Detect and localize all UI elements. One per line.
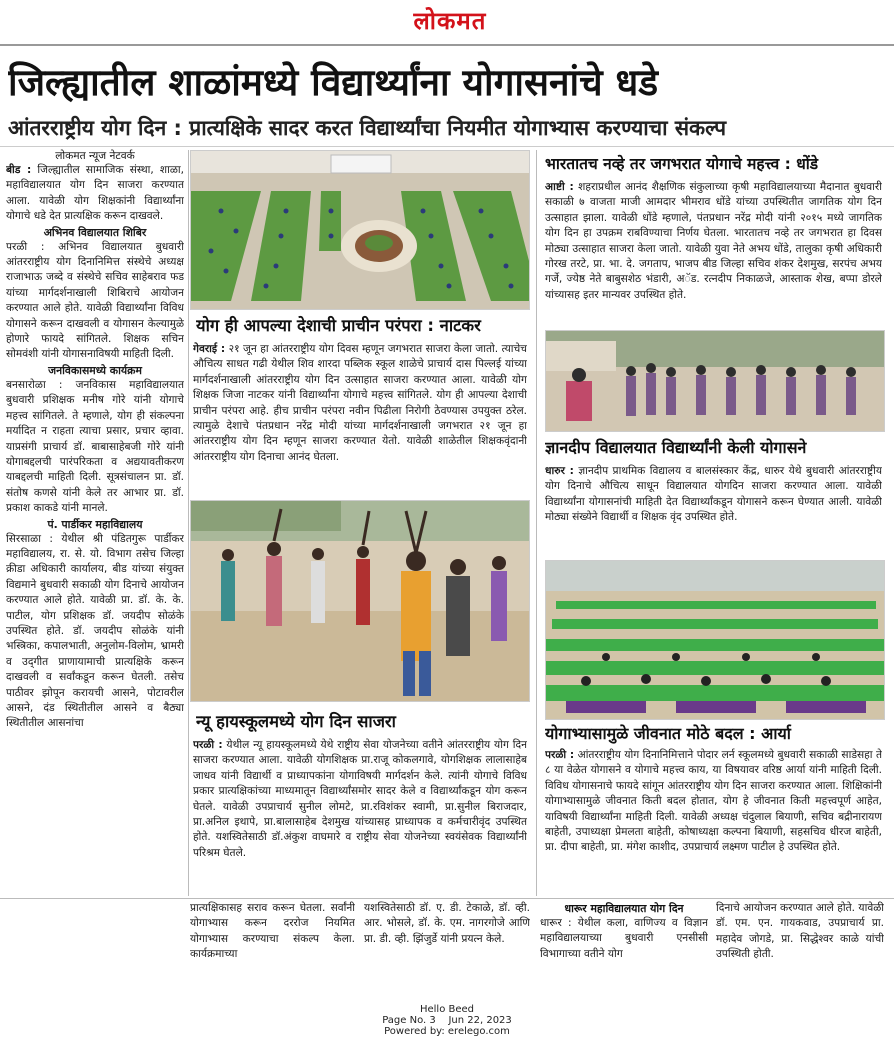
footer-edition: Hello Beed (419, 1004, 475, 1015)
section-text-abhinav: परळी : अभिनव विद्यालयात बुधवारी आंतरराष्ट्रीय योग दिनानिमित्त संस्थेचे अध्यक्ष राजाभाऊ जब्दे व संस्थेचे सचिव साहेबराव फड यांच्या मार्गदर्शनाखाली शिबिराचे आयोजन करण्यात आले होते. यावेळी विद्यार्थ्यांना विविध योगासने करून दाखवली व योगासन केल्यामुळे होणारे फायदे सांगितले. शिक्षक सचिन सोमवंशी यांनी योगासनाविषयी माहिती दिली. (6, 240, 184, 361)
story-body-new-highschool (193, 738, 527, 892)
intro-text: जिल्ह्यातील सामाजिक संस्था, शाळा, महाविद्यालयात योग दिन साजरा करण्यात आला. यावेळी योग शिक्षकांनी विद्यार्थ्यांना योगाचे धडे देत प्रात्यक्षिक करून दाखवले. (6, 164, 184, 223)
section-title-janvikas: जनविकासमध्ये कार्यक्रम (48, 363, 142, 377)
continuation-4: दिनाचे आयोजन करण्यात आले होते. यावेळी डॉ. एम. एन. गायकवाड, उपप्राचार्य प्रा. महादेव जोगडे, प्रा. सिद्धेश्वर काळे यांची उपस्थिती होती. (716, 902, 884, 961)
photo-girls-yoga-pose (190, 500, 530, 702)
story-body-dhonde (545, 180, 882, 320)
intro-dateline: बीड : (6, 164, 32, 176)
dateline-parli-1: परळी : (193, 739, 223, 751)
photo-podar-yoga-mats (545, 560, 885, 720)
story-text-dhonde: शहराप्रधील आनंद शैक्षणिक संकुलाच्या कृषी महाविद्यालयाच्या मैदानात बुधवारी सकाळी ७ वाजता माजी आमदार भीमराव धोंडे यांच्या उपस्थितीत जागतिक योग दिन उत्साहात झाला. यावेळी धोंडे म्हणाले, पंतप्रधान नरेंद्र मोदी यांनी २०१५ मध्ये जागतिक योग दिन हा उपक्रम राबविण्याचा निर्णय घेतला. भारतातच नव्हे तर जगभरात हा दिवस मोठ्या उत्साहात साजरा केला जातो. यावेळी युवा नेते अभय धोंडे, तालुका कृषी अधिकारी गोरख तरटे, प्रा. भा. दे. जगताप, भाजप बीड जिल्हा सचिव शंकर देशमुख, सरपंच अभय गर्जे, ज्येष्ठ नेते बाबुसशेठ भंडारी, अॅड. रत्नदीप निकाळजे, आस्ताक शेख, बप्पा डोरले यांच्यासह इतर मान्यवर उपस्थित होते. (545, 181, 882, 301)
byline: लोकमत न्यूज नेटवर्क (55, 150, 135, 162)
left-column (6, 149, 184, 899)
story-title-dnyandeep: ज्ञानदीप विद्यालयात विद्यार्थ्यांनी केली योगासने (545, 438, 807, 457)
footer-page-date: Page No. 3 Jun 22, 2023 (382, 1015, 512, 1026)
headline-divider (0, 146, 894, 147)
story-text-new-highschool: येथील न्यू हायस्कूलमध्ये येथे राष्ट्रीय सेवा योजनेच्या वतीने आंतरराष्ट्रीय योग दिन साजरा करण्यात आला. यावेळी योगशिक्षक प्रा.राजू कोकलगावे, योगशिक्षक लालासाहेब जाधव यांनी विद्यार्थी व प्राध्यापकांना योगाविषयी मार्गदर्शन केले. त्यांनी योगाचे विविध प्रकार प्रात्यक्षिकांच्या माध्यमातून विद्यार्थ्यांसमोर सादर केले व विद्यार्थ्यांकडून योग करून घेतले. यावेळी उपप्राचार्य सुनील लोमटे, प्रा.रविशंकर स्वामी, प्रा.सुनील बिराजदार, प्रा.अनिल इथापे, प्रा.बालासाहेब देशमुख यांच्यासह प्राध्यापक व कर्मचारीवृंद उपस्थित होते. यशस्वितेसाठी डॉ.अंकुश वाघमारे व राष्ट्रीय सेवा योजनेच्या स्वयंसेवक विद्यार्थ्यांनी परिश्रम घेतले. (193, 739, 527, 859)
dharur-college-text: धारूर : येथील कला, वाणिज्य व विज्ञान महाविद्यालयाच्या बुधवारी एनसीसी विभागाच्या वतीने योग (540, 917, 708, 960)
continuation-2: यशस्वितेसाठी डॉ. ए. डी. टेकाळे, डॉ. व्ही. आर. भोसले, डॉ. के. एम. नागरगोजे आणि प्रा. डी. व्ही. झिंजुर्डे यांनी प्रयत्न केले. (364, 902, 530, 945)
story-text-natkar: २१ जून हा आंतरराष्ट्रीय योग दिवस म्हणून जगभरात साजरा केला जातो. त्याचेच औचित्य साधत गढी येथील शिव शारदा पब्लिक स्कूल शाळेचे प्राचार्य दास पिल्लई यांच्या मार्गदर्शनाखाली आंतरराष्ट्रीय योग दिन उत्साहात साजरा करण्यात आला. यावेळी योग शिक्षक जिजा नाटकर यांनी विद्यार्थ्यांना योगाचे महत्त्व सांगितले. योग ही आपल्या देशाची प्राचीन परंपरा आहे. हीच प्राचीन परंपरा नवीन पिढीला निरोगी ठेवण्यास उपयुक्त ठरेल. त्यामुळे देशाचे पंतप्रधान नरेंद्र मोदी यांच्या मार्गदर्शनाखाली जगभरात २१ जून हा आंतरराष्ट्रीय योग दिन म्हणून साजरा करण्यात येतो. यावेळी शाळेतील शिक्षकवृंदानी आंतरराष्ट्रीय योग दिनाचा आनंद घेतला. (193, 343, 527, 463)
story-title-natkar: योग ही आपल्या देशाची प्राचीन परंपरा : नाटकर (196, 316, 481, 335)
story-title-new-highschool: न्यू हायस्कूलमध्ये योग दिन साजरा (196, 712, 396, 731)
masthead-divider (0, 44, 894, 46)
dateline-dharur: धारुर : (545, 465, 574, 477)
left-column-body (6, 163, 184, 895)
story-text-arya: आंतरराष्ट्रीय योग दिनानिमित्ताने पोदार लर्न स्कूलमध्ये बुधवारी सकाळी साडेसहा ते ८ या वेळेत योगासने व योगाचे महत्त्व काय, या विषयावर वरिष्ठ आर्या यांनी माहिती दिली. विविध योगासनाचे फायदे सांगून आंतरराष्ट्रीय योग दिन साजरा करण्यात आला. शिक्षिकांनी योगाभ्यासामुळे जीवनात किती बदल होतात, योग हे जीवनात किती महत्त्वपूर्ण आहेत, याविषयी विद्यार्थ्यांना माहिती दिली. यावेळी अध्यक्ष चंदुलाल बियाणी, सचिव बद्रीनारायण बाहेती, उपाध्यक्षा प्रेमलता बाहेती, कोषाध्यक्षा कल्पना बियाणी, सहसचिव धीरज बाहेती, प्रा. दीपा बाहेती, प्रा. मंगेश काशीद, उपप्राचार्य लक्ष्मण पाटील हे उपस्थित होते. (545, 749, 882, 854)
continuation-1: प्रात्यक्षिकासह सराव करून घेतला. सर्वांनी योगाभ्यास करून दररोज नियमित योगाभ्यास करण्याचा संकल्प केला. कार्यक्रमाच्या (190, 902, 355, 961)
story-title-dhonde: भारतातच नव्हे तर जगभरात योगाचे महत्त्व : धोंडे (545, 155, 819, 173)
section-text-janvikas: बनसारोळा : जनविकास महाविद्यालयात बुधवारी प्रशिक्षक मनीष गोरे यांनी योगाचे महत्त्व सांगितले. ते म्हणाले, योग ही संकल्पना मर्यादित न राहता त्याचा प्रसार, प्रचार व्हावा. याप्रसंगी प्राचार्य डॉ. बाबासाहेबजी गोरे यांनी योगाबद्दलची पारंपरिकता व अद्ययावतीकरण याबद्दलची माहिती दिली. सूत्रसंचालन प्रा. डॉ. संतोष कणसे यांनी केले तर आभार प्रा. डॉ. प्रकाश काकडे यांनी मानले. (6, 378, 184, 515)
dateline-parli-2: परळी : (545, 749, 575, 761)
story-body-dnyandeep (545, 464, 882, 548)
dateline-gevrai: गेवराई : (193, 343, 226, 355)
story-title-arya: योगाभ्यासामुळे जीवनात मोठे बदल : आर्या (545, 724, 791, 743)
dateline-ashti: आष्टी : (545, 181, 574, 193)
section-title-pardikar: पं. पार्डीकर महाविद्यालय (47, 517, 143, 531)
sub-headline: आंतरराष्ट्रीय योग दिन : प्रात्यक्षिके सादर करत विद्यार्थ्यांचा नियमीत योगाभ्यास करण्याचा संकल्प (8, 116, 727, 140)
photo-yoga-ground-aerial (190, 150, 530, 310)
story-body-arya (545, 748, 882, 894)
masthead-logo: लोकमत (413, 6, 487, 35)
footer-powered-by: Powered by: erelego.com (384, 1026, 510, 1037)
dharur-college-story (540, 901, 708, 979)
intro-paragraph (6, 163, 184, 225)
story-body-natkar (193, 342, 527, 490)
bottom-divider (0, 898, 894, 899)
story-text-dnyandeep: ज्ञानदीप प्राथमिक विद्यालय व बालसंस्कार केंद्र, धारुर येथे बुधवारी आंतरराष्ट्रीय योग दिनाचे औचित्य साधून विद्यालयात योगदिन साजरा करण्यात आला. यावेळी विद्यार्थ्यांना योगासनांची माहिती देत विद्यार्थ्यांकडून योगासने करून घेण्यात आली. यावेळी मोठ्या संख्येने विद्यार्थी व शिक्षक वृंद उपस्थित होते. (545, 465, 882, 524)
dharur-college-title: धारूर महाविद्यालयात योग दिन (564, 902, 684, 915)
photo-dnyandeep-students (545, 330, 885, 432)
section-title-abhinav: अभिनव विद्यालयात शिबिर (43, 225, 147, 239)
column-divider-left (188, 150, 189, 896)
page-footer (300, 1004, 594, 1037)
column-divider-right (536, 150, 537, 896)
section-text-pardikar: सिरसाळा : येथील श्री पंडितगुरू पार्डीकर महाविद्यालय, रा. से. यो. विभाग तसेच जिल्हा क्रीडा अधिकारी कार्यालय, बीड यांच्या संयुक्त विद्यमाने बुधवारी सकाळी योग दिनाचे आयोजन करण्यात आले होते. यावेळी प्रा. डॉ. के. के. पाटील, योग प्रशिक्षक डॉ. जयदीप सोळंके उपस्थित होते. डॉ. जयदीप सोळंके यांनी भस्त्रिका, कपालभाती, अनुलोम-विलोम, भ्रामरी व उद्‌गीत प्राणायामाची प्रात्यक्षिके करून दाखवली व सर्वांकडून करून घेतली. तसेच पाठीवर झोपून करायची आसने, पोटावरील आसने, दंड स्थितीतील आसने व बैठ्या स्थितीतील आसनांचा (6, 532, 184, 730)
main-headline: जिल्ह्यातील शाळांमध्ये विद्यार्थ्यांना योगासनांचे धडे (8, 61, 659, 104)
